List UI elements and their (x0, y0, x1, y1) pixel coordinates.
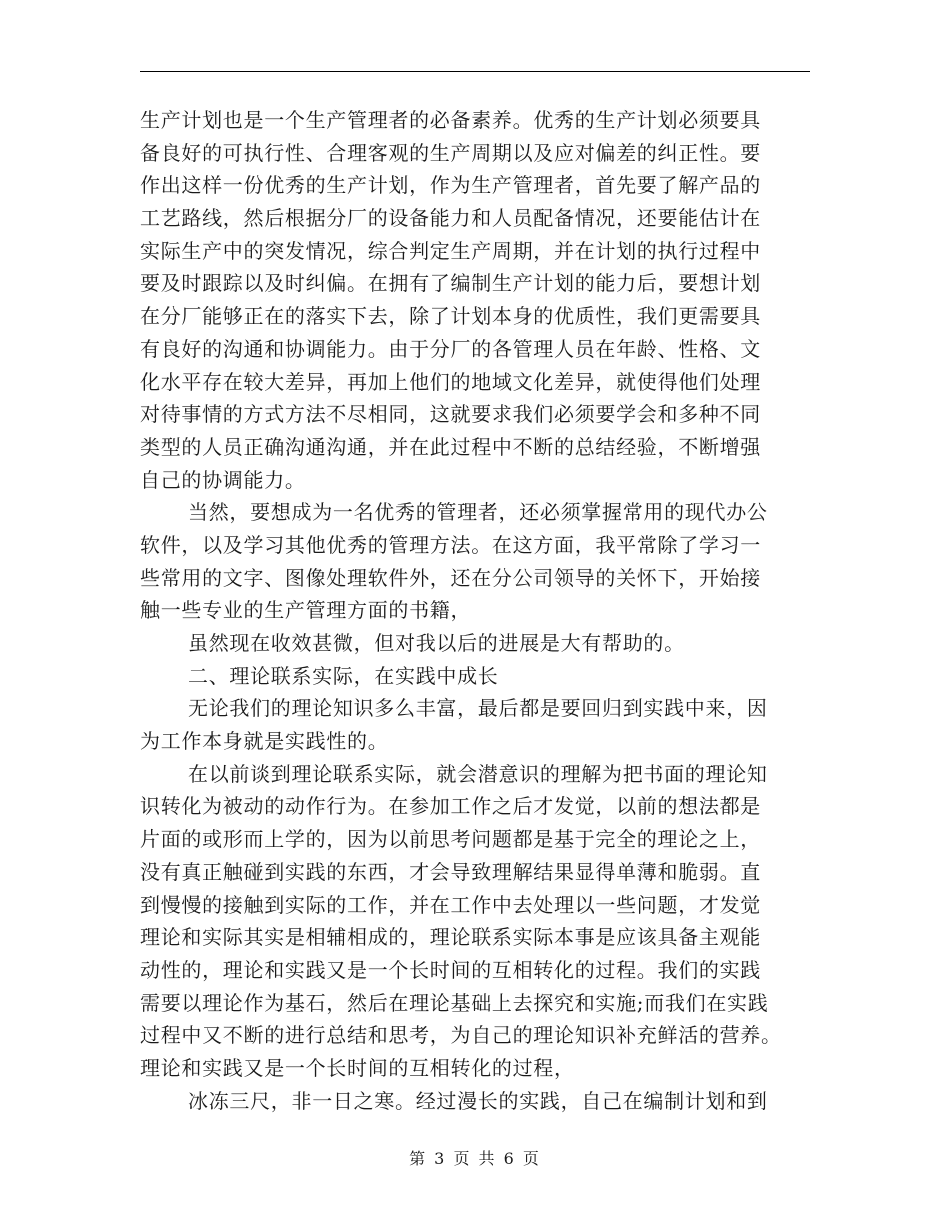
text-line: 理论和实际其实是相辅相成的，理论联系实际本事是应该具备主观能 (140, 925, 761, 950)
text-line: 备良好的可执行性、合理客观的生产周期以及应对偏差的纠正性。要 (140, 140, 761, 165)
text-line: 动性的，理论和实践又是一个长时间的互相转化的过程。我们的实践 (140, 957, 761, 982)
text-line: 虽然现在收效甚微，但对我以后的进展是大有帮助的。 (188, 631, 685, 655)
text-line: 在以前谈到理论联系实际，就会潜意识的理解为把书面的理论知 (188, 761, 768, 786)
text-line: 为工作本身就是实践性的。 (140, 729, 389, 754)
text-line: 自己的协调能力。 (140, 467, 306, 492)
text-line: 对待事情的方式方法不尽相同，这就要求我们必须要学会和多种不同 (140, 402, 761, 427)
page-number-footer: 第 3 页 共 6 页 (409, 1149, 541, 1168)
text-line: 冰冻三尺，非一日之寒。经过漫长的实践，自己在编制计划和到 (188, 1088, 768, 1113)
header-rule (140, 71, 810, 72)
document-body (140, 104, 810, 1117)
text-line: 到慢慢的接触到实际的工作，并在工作中去处理以一些问题，才发觉 (140, 892, 761, 917)
text-line: 需要以理论作为基石，然后在理论基础上去探究和实施;而我们在实践 (140, 990, 769, 1015)
text-line: 理论和实践又是一个长时间的互相转化的过程， (140, 1055, 575, 1080)
text-line: 有良好的沟通和协调能力。由于分厂的各管理人员在年龄、性格、文 (140, 336, 761, 361)
text-line: 些常用的文字、图像处理软件外，还在分公司领导的关怀下，开始接 (140, 565, 761, 590)
text-line: 要及时跟踪以及时纠偏。在拥有了编制生产计划的能力后，要想计划 (140, 271, 761, 296)
text-line: 没有真正触碰到实践的东西，才会导致理解结果显得单薄和脆弱。直 (140, 859, 761, 884)
text-line: 二、理论联系实际，在实践中成长 (188, 663, 499, 688)
text-line: 生产计划也是一个生产管理者的必备素养。优秀的生产计划必须要具 (140, 108, 761, 132)
text-line: 过程中又不断的进行总结和思考，为自己的理论知识补充鲜活的营养。 (140, 1023, 782, 1048)
text-line: 当然，要想成为一名优秀的管理者，还必须掌握常用的现代办公 (188, 500, 768, 525)
text-line: 实际生产中的突发情况，综合判定生产周期，并在计划的执行过程中 (140, 238, 761, 263)
text-line: 识转化为被动的动作行为。在参加工作之后才发觉，以前的想法都是 (140, 794, 761, 819)
text-line: 无论我们的理论知识多么丰富，最后都是要回归到实践中来，因 (188, 696, 768, 721)
text-line: 在分厂能够正在的落实下去，除了计划本身的优质性，我们更需要具 (140, 304, 761, 329)
text-line: 工艺路线，然后根据分厂的设备能力和人员配备情况，还要能估计在 (140, 206, 761, 231)
text-line: 作出这样一份优秀的生产计划，作为生产管理者，首先要了解产品的 (140, 173, 761, 198)
text-line: 类型的人员正确沟通沟通，并在此过程中不断的总结经验，不断增强 (140, 434, 761, 459)
text-line: 化水平存在较大差异，再加上他们的地域文化差异，就使得他们处理 (140, 369, 761, 394)
text-line: 软件，以及学习其他优秀的管理方法。在这方面，我平常除了学习一 (140, 532, 761, 557)
text-line: 片面的或形而上学的，因为以前思考问题都是基于完全的理论之上， (140, 827, 761, 852)
text-line: 触一些专业的生产管理方面的书籍， (140, 598, 472, 623)
